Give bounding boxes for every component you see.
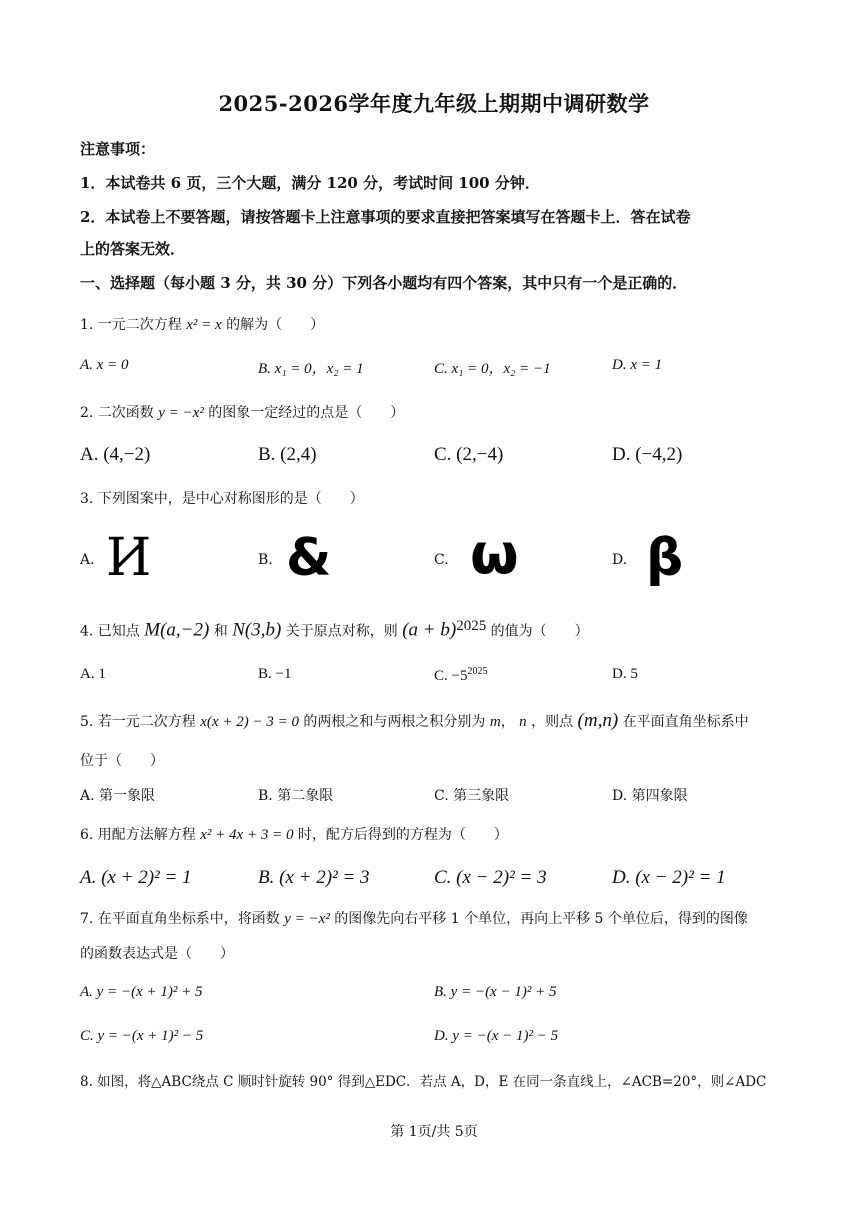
question-2-option-d: D. (−4,2) (612, 444, 683, 465)
question-6-stem: 6. 用配方法解方程 x² + 4x + 3 = 0 时，配方后得到的方程为（ ） (80, 827, 508, 843)
question-4-option-c: C. $-5^{2025}$ (434, 666, 488, 684)
beta-symbol-icon: β (646, 528, 684, 588)
question-2-stem: 2. 二次函数 y = −x² 的图象一定经过的点是（ ） (80, 405, 405, 421)
math-expression: x² + 4x + 3 = 0 (200, 827, 294, 843)
math-expression: x² = x (186, 317, 222, 333)
mirrored-n-symbol-icon: И (106, 528, 152, 588)
notes-item-2-line-2: 上的答案无效． (80, 240, 186, 258)
section-heading: 一、选择题（每小题 3 分，共 30 分）下列各小题均有四个答案，其中只有一个是正确的． (80, 274, 688, 292)
question-7-stem-line-1: 7. 在平面直角坐标系中，将函数 y = −x² 的图像先向右平移 1 个单位，再向上平移 5 个单位后，得到的图像 (80, 911, 748, 927)
question-5-option-a: A. 第一象限 (80, 788, 156, 804)
math-expression: M(a,−2) (144, 619, 210, 641)
math-expression: x(x + 2) − 3 = 0 (200, 714, 299, 730)
question-7-option-d: D. y = −(x − 1)² − 5 (434, 1028, 559, 1044)
question-6-option-c: C. (x − 2)² = 3 (434, 867, 547, 888)
page-footer: 第 1页/共 5页 (390, 1124, 478, 1140)
question-5-option-b: B. 第二象限 (258, 788, 334, 804)
question-4-option-d: D. 5 (612, 666, 638, 682)
question-3-label-c: C. (434, 552, 449, 568)
question-7-option-b: B. y = −(x − 1)² + 5 (434, 984, 557, 1000)
question-3-label-a: A. (80, 552, 95, 568)
ampersand-symbol-icon: & (286, 528, 332, 588)
question-6-option-b: B. (x + 2)² = 3 (258, 867, 370, 888)
question-8-stem: 8. 如图，将△ABC绕点 C 顺时针旋转 90° 得到△EDC．若点 A，D，E 在同一条直线上，∠ACB=20°，则∠ADC (80, 1074, 767, 1090)
question-5-option-d: D. 第四象限 (612, 788, 688, 804)
page-title: 2025-2026学年度九年级上期期中调研数学 (218, 91, 650, 116)
question-7-stem-line-2: 的函数表达式是（ ） (80, 946, 234, 962)
question-2-option-a: A. (4,−2) (80, 444, 151, 465)
question-5-stem-line-2: 位于（ ） (80, 753, 164, 769)
question-1-option-a: A. x = 0 (80, 357, 129, 373)
question-2-option-b: B. (2,4) (258, 444, 317, 465)
question-3-label-b: B. (258, 552, 273, 568)
question-7-option-c: C. y = −(x + 1)² − 5 (80, 1028, 204, 1044)
question-1-option-c: C. x₁ = 0，x₂ = −1 (434, 361, 551, 377)
question-1-stem: 1. 一元二次方程 x² = x 的解为（ ） (80, 317, 325, 333)
math-expression: N(3,b) (232, 619, 282, 641)
question-7-option-a: A. y = −(x + 1)² + 5 (80, 984, 203, 1000)
question-5-option-c: C. 第三象限 (434, 788, 510, 804)
question-1-option-d: D. x = 1 (612, 357, 663, 373)
question-5-stem-line-1: 5. 若一元二次方程 x(x + 2) − 3 = 0 的两根之和与两根之积分别为 m， n ，则点 (m,n) 在平面直角坐标系中 (80, 710, 749, 731)
question-6-option-d: D. (x − 2)² = 1 (612, 867, 726, 888)
question-2-option-c: C. (2,−4) (434, 444, 504, 465)
notes-heading: 注意事项： (80, 140, 156, 158)
question-1-option-b: B. x₁ = 0，x₂ = 1 (258, 361, 364, 377)
question-4-stem: 4. 已知点 M(a,−2) 和 N(3,b) 关于原点对称，则 $(a + b)^{2025}$ 的值为（ ） (80, 618, 589, 641)
question-6-option-a: A. (x + 2)² = 1 (80, 867, 192, 888)
notes-item-1: 1．本试卷共 6 页，三个大题，满分 120 分，考试时间 100 分钟． (80, 174, 540, 192)
math-expression: (a + b) (402, 619, 457, 641)
question-3-stem: 3. 下列图案中，是中心对称图形的是（ ） (80, 491, 364, 507)
notes-item-2-line-1: 2．本试卷上不要答题，请按答题卡上注意事项的要求直接把答案填写在答题卡上．答在试卷 (80, 208, 691, 226)
question-3-label-d: D. (612, 552, 628, 568)
question-4-option-a: A. 1 (80, 666, 106, 682)
question-4-option-b: B. −1 (258, 666, 292, 682)
math-expression: (m,n) (577, 710, 619, 731)
math-expression: y = −x² (158, 405, 204, 421)
omega-symbol-icon: ω (470, 522, 519, 587)
math-expression: y = −x² (284, 911, 330, 927)
